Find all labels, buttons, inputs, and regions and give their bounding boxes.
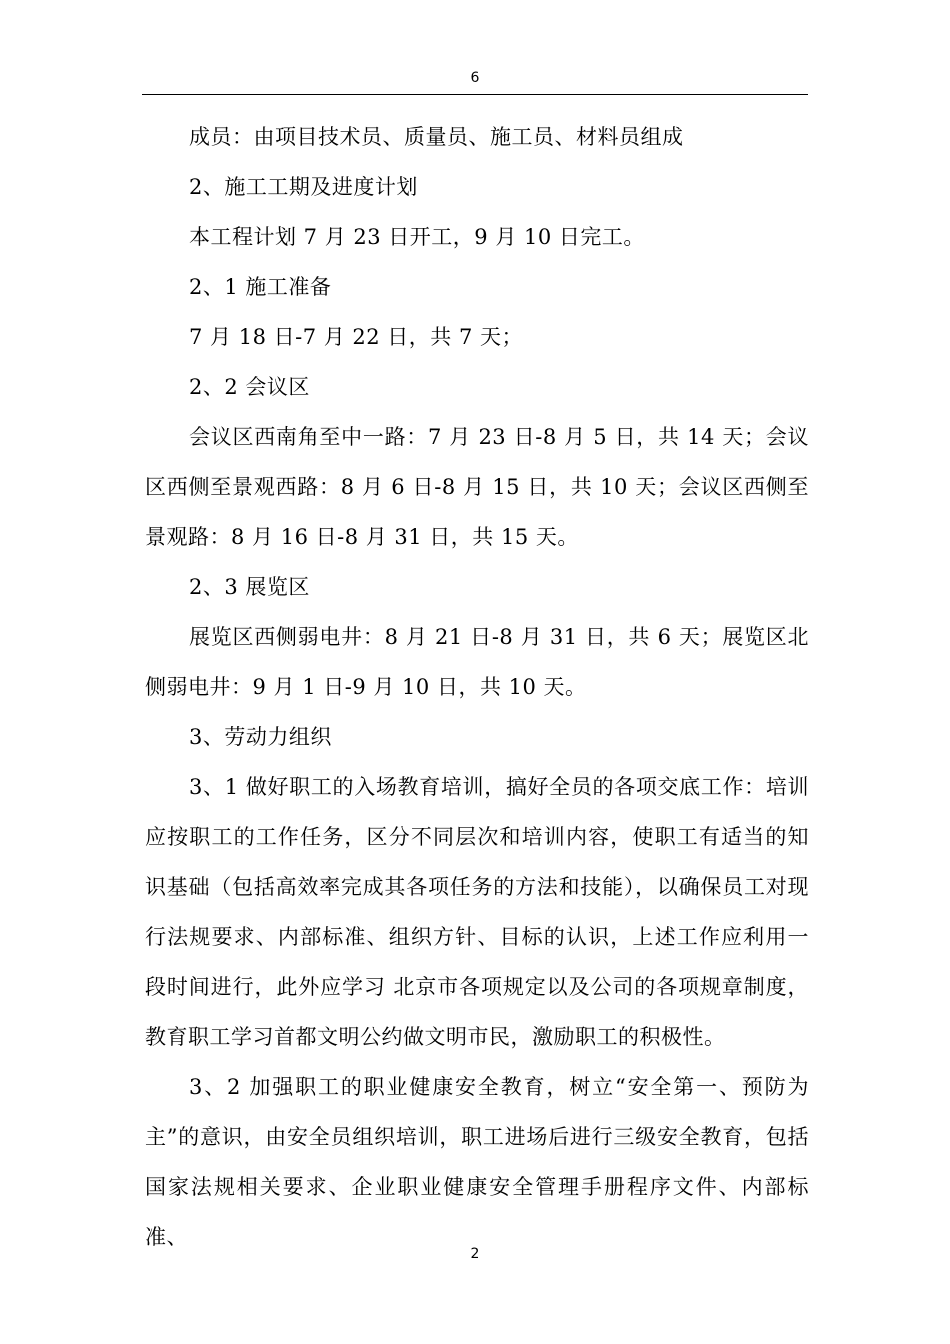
paragraph-schedule: 本工程计划 7 月 23 日开工，9 月 10 日完工。 [189,225,645,249]
heading-labor-organization: 3、劳动力组织 [189,725,332,749]
heading-exhibition-area: 2、3 展览区 [189,575,310,599]
paragraph-exhibition-area: 展览区西侧弱电井：8 月 21 日-8 月 31 日，共 6 天；展览区北侧弱电井：9 月 1 日-9 月 10 日，共 10 天。 [145,625,809,699]
footer-page-number: 2 [470,1246,480,1262]
paragraph-members: 成员：由项目技术员、质量员、施工员、材料员组成 [189,125,684,149]
paragraph-training: 3、1 做好职工的入场教育培训，搞好全员的各项交底工作：培训应按职工的工作任务，区分不同层次和培训内容，使职工有适当的知识基础（包括高效率完成其各项任务的方法和技能），以确保员工对现行法规要求、内部标准、组织方针、目标的认识，上述工作应利用一段时间进行，此外应学习 北京市各项规定以及公司的各项规章制度，教育职工学习首都文明公约做文明市民，激励职工的积极性。 [145,775,809,1049]
heading-conference-area: 2、2 会议区 [189,375,310,399]
heading-schedule: 2、施工工期及进度计划 [189,175,418,199]
paragraph-conference-area: 会议区西南角至中一路：7 月 23 日-8 月 5 日，共 14 天；会议区西侧至景观西路：8 月 6 日-8 月 15 日，共 10 天；会议区西侧至景观路：8 月 16 日-8 月 31 日，共 15 天。 [145,425,809,549]
header-page-label: 6 [470,70,480,86]
header-divider [142,94,808,95]
document-body [145,112,809,1262]
paragraph-safety-education: 3、2 加强职工的职业健康安全教育，树立“安全第一、预防为主”的意识，由安全员组织培训，职工进场后进行三级安全教育，包括国家法规相关要求、企业职业健康安全管理手册程序文件、内部标准、 [145,1075,809,1249]
heading-preparation: 2、1 施工准备 [189,275,332,299]
paragraph-preparation: 7 月 18 日-7 月 22 日，共 7 天； [189,325,524,349]
